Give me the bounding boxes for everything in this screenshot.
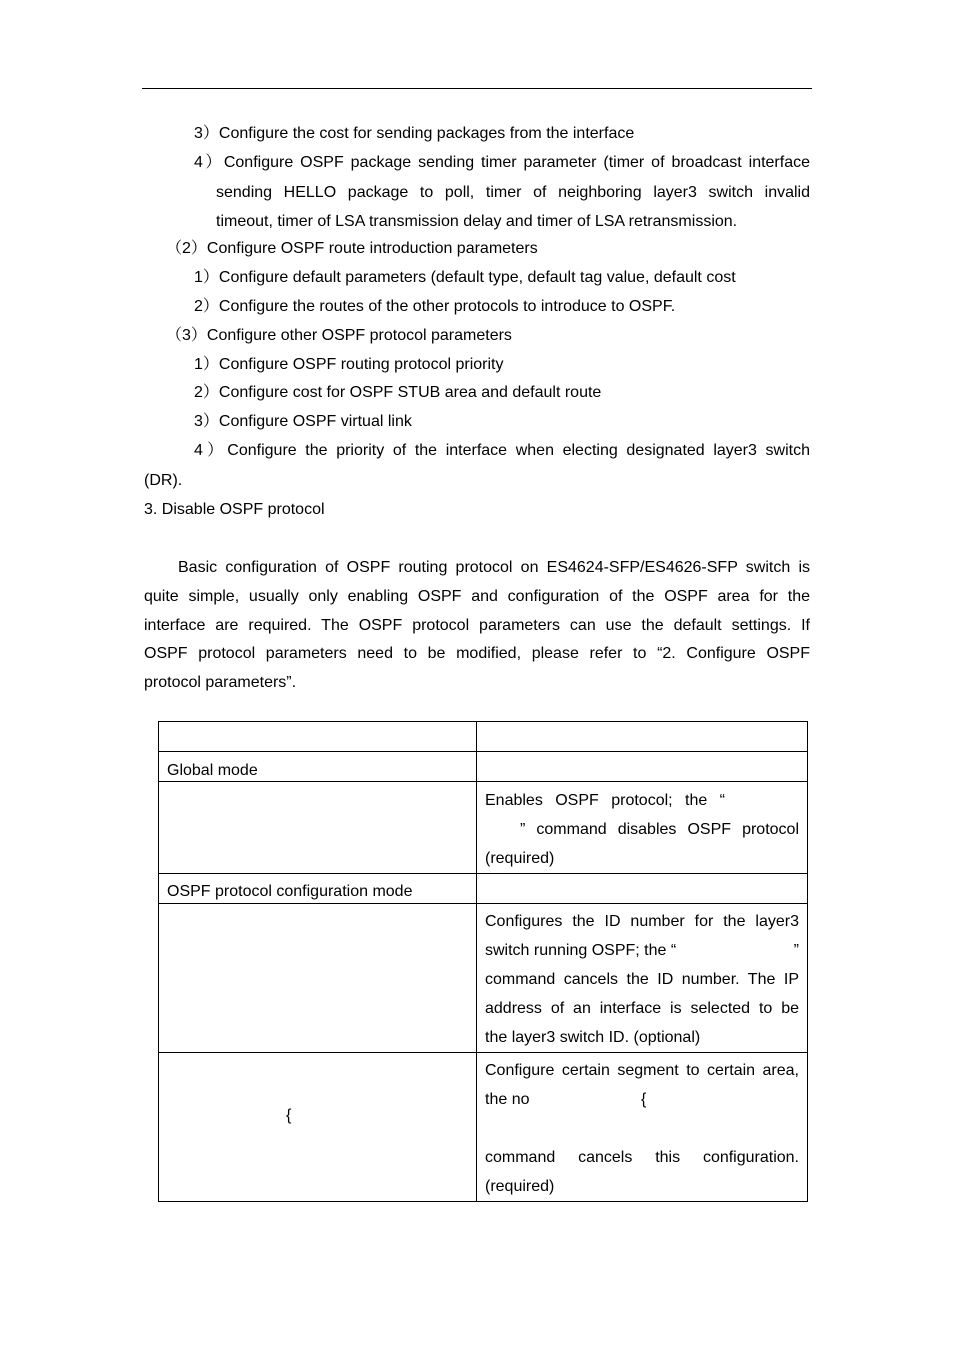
router-id-desc-line-2-text: switch running OSPF; the “ — [485, 942, 677, 959]
ospf-mode-label: OSPF protocol configuration mode — [159, 874, 477, 904]
network-area-left-brace: { — [286, 1107, 292, 1124]
router-id-command-cell — [159, 904, 477, 1053]
network-area-command-cell — [159, 1053, 477, 1202]
table-header-row — [159, 722, 808, 752]
section-3-item-1: 1）Configure OSPF routing protocol priority — [194, 356, 504, 373]
step-3: 3）Configure the cost for sending packages from the interface — [194, 125, 635, 142]
global-mode-empty-cell — [477, 752, 808, 782]
section-2-item-1: 1）Configure default parameters (default type, default tag value, default cost — [194, 269, 736, 286]
header-command-cell — [159, 722, 477, 752]
router-ospf-desc-line-1: Enables OSPF protocol; the “ — [485, 792, 725, 809]
step-4-line-1: 4）Configure OSPF package sending timer parameter (timer of broadcast interface — [194, 154, 810, 171]
step-4-line-2: sending HELLO package to poll, timer of neighboring layer3 switch invalid — [216, 184, 810, 201]
section-3-item-2: 2）Configure cost for OSPF STUB area and default route — [194, 384, 602, 401]
paragraph-line-1: Basic configuration of OSPF routing protocol on ES4624-SFP/ES4626-SFP switch is — [178, 559, 810, 576]
network-area-desc-line-2-brace: { — [641, 1091, 647, 1108]
header-explanation-cell — [477, 722, 808, 752]
router-id-description — [477, 904, 808, 1053]
router-ospf-description — [477, 782, 808, 874]
header-rule — [142, 88, 812, 89]
router-id-desc-line-2 — [485, 936, 799, 965]
section-2-heading: （2）Configure OSPF route introduction parameters — [166, 240, 538, 257]
router-id-desc-line-1: Configures the ID number for the layer3 — [485, 913, 799, 930]
command-table — [158, 721, 808, 1202]
section-3-heading: （3）Configure other OSPF protocol parameters — [166, 327, 512, 344]
global-mode-label: Global mode — [159, 752, 477, 782]
network-area-desc-line-5: (required) — [485, 1178, 555, 1195]
paragraph-line-2: quite simple, usually only enabling OSPF and configuration of the OSPF area for the — [144, 588, 810, 605]
section-3-item-4-line-1: 4）Configure the priority of the interface when electing designated layer3 switch — [194, 442, 810, 459]
network-area-desc-line-2-no: the no — [485, 1091, 530, 1108]
section-3-item-4-line-2: (DR). — [144, 472, 183, 489]
network-area-description — [477, 1053, 808, 1202]
router-ospf-desc-line-2: ” command disables OSPF protocol — [520, 821, 799, 838]
router-id-desc-line-4: address of an interface is selected to be — [485, 1000, 799, 1017]
item-3-disable-ospf: 3. Disable OSPF protocol — [144, 501, 325, 518]
table-row-router-id — [159, 904, 808, 1053]
network-area-desc-line-4: command cancels this configuration. — [485, 1149, 799, 1166]
router-id-desc-line-3: command cancels the ID number. The IP — [485, 971, 799, 988]
network-area-desc-line-1: Configure certain segment to certain area, — [485, 1062, 799, 1079]
router-ospf-command-cell — [159, 782, 477, 874]
network-area-desc-line-2 — [485, 1085, 799, 1114]
table-row-router-ospf — [159, 782, 808, 874]
paragraph-line-4: OSPF protocol parameters need to be modified, please refer to “2. Configure OSPF — [144, 645, 810, 662]
section-2-item-2: 2）Configure the routes of the other protocols to introduce to OSPF. — [194, 298, 676, 315]
router-id-desc-line-2-quote: ” — [793, 942, 799, 959]
router-id-desc-line-5: the layer3 switch ID. (optional) — [485, 1029, 701, 1046]
router-ospf-desc-line-3: (required) — [485, 850, 555, 867]
table-row-ospf-mode — [159, 874, 808, 904]
table-row-network-area — [159, 1053, 808, 1202]
network-area-desc-line-3-blank — [485, 1114, 799, 1143]
section-3-item-3: 3）Configure OSPF virtual link — [194, 413, 412, 430]
step-4-line-3: timeout, timer of LSA transmission delay and timer of LSA retransmission. — [216, 213, 738, 230]
paragraph-line-5: protocol parameters”. — [144, 674, 297, 691]
paragraph-line-3: interface are required. The OSPF protocol parameters can use the default settings. If — [144, 617, 810, 634]
ospf-mode-empty-cell — [477, 874, 808, 904]
table-row-global-mode — [159, 752, 808, 782]
